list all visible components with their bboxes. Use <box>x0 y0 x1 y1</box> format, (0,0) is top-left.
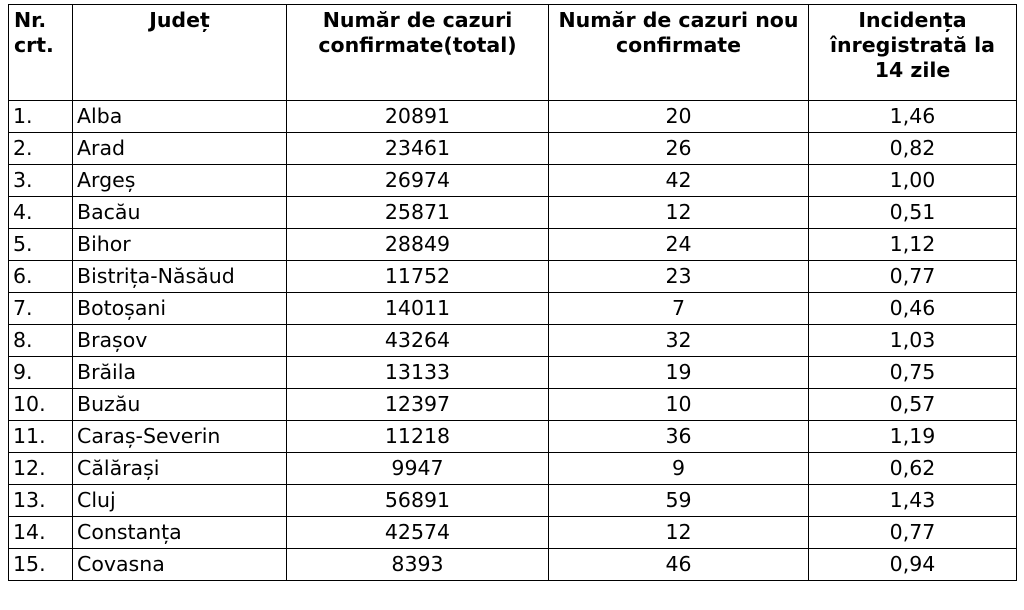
cell-new-cases: 7 <box>549 293 809 325</box>
cell-nr: 13. <box>9 485 73 517</box>
table-row <box>9 485 1017 517</box>
cell-new-cases: 10 <box>549 389 809 421</box>
table-row <box>9 421 1017 453</box>
cell-total-cases: 42574 <box>287 517 549 549</box>
cell-total-cases: 12397 <box>287 389 549 421</box>
cell-total-cases: 28849 <box>287 229 549 261</box>
cell-county: Argeș <box>73 165 287 197</box>
header-incidence: Incidența înregistrată la 14 zile <box>809 5 1017 101</box>
cell-new-cases: 26 <box>549 133 809 165</box>
cell-new-cases: 24 <box>549 229 809 261</box>
cell-new-cases: 46 <box>549 549 809 581</box>
cell-total-cases: 26974 <box>287 165 549 197</box>
table-body <box>9 101 1017 581</box>
cell-nr: 2. <box>9 133 73 165</box>
table-header <box>9 5 1017 101</box>
cell-county: Călărași <box>73 453 287 485</box>
cell-county: Buzău <box>73 389 287 421</box>
cell-incidence: 0,51 <box>809 197 1017 229</box>
header-county: Județ <box>73 5 287 101</box>
cell-incidence: 1,19 <box>809 421 1017 453</box>
cell-new-cases: 12 <box>549 517 809 549</box>
cell-incidence: 0,94 <box>809 549 1017 581</box>
cell-new-cases: 19 <box>549 357 809 389</box>
cell-county: Caraș-Severin <box>73 421 287 453</box>
cell-incidence: 0,57 <box>809 389 1017 421</box>
table-row <box>9 197 1017 229</box>
cell-nr: 6. <box>9 261 73 293</box>
cell-incidence: 1,12 <box>809 229 1017 261</box>
cell-new-cases: 59 <box>549 485 809 517</box>
cell-total-cases: 8393 <box>287 549 549 581</box>
cell-total-cases: 25871 <box>287 197 549 229</box>
cell-county: Bihor <box>73 229 287 261</box>
header-total-cases: Număr de cazuri confirmate(total) <box>287 5 549 101</box>
cell-incidence: 0,75 <box>809 357 1017 389</box>
table-row <box>9 357 1017 389</box>
cell-total-cases: 11218 <box>287 421 549 453</box>
cell-nr: 11. <box>9 421 73 453</box>
cell-county: Botoșani <box>73 293 287 325</box>
table-row <box>9 261 1017 293</box>
table-row <box>9 517 1017 549</box>
cell-incidence: 0,77 <box>809 517 1017 549</box>
cell-incidence: 0,46 <box>809 293 1017 325</box>
table-row <box>9 453 1017 485</box>
cell-nr: 9. <box>9 357 73 389</box>
cell-nr: 12. <box>9 453 73 485</box>
cell-nr: 4. <box>9 197 73 229</box>
cell-county: Covasna <box>73 549 287 581</box>
cell-new-cases: 20 <box>549 101 809 133</box>
cell-new-cases: 32 <box>549 325 809 357</box>
table-row <box>9 325 1017 357</box>
cell-county: Bistrița-Năsăud <box>73 261 287 293</box>
cell-county: Arad <box>73 133 287 165</box>
table-row <box>9 293 1017 325</box>
cell-total-cases: 11752 <box>287 261 549 293</box>
cell-total-cases: 23461 <box>287 133 549 165</box>
cell-nr: 1. <box>9 101 73 133</box>
cell-county: Brașov <box>73 325 287 357</box>
cell-total-cases: 20891 <box>287 101 549 133</box>
cell-incidence: 1,00 <box>809 165 1017 197</box>
cell-county: Bacău <box>73 197 287 229</box>
table-row <box>9 549 1017 581</box>
cell-nr: 3. <box>9 165 73 197</box>
cell-new-cases: 36 <box>549 421 809 453</box>
cell-nr: 10. <box>9 389 73 421</box>
cell-total-cases: 56891 <box>287 485 549 517</box>
cell-county: Alba <box>73 101 287 133</box>
cell-county: Cluj <box>73 485 287 517</box>
cell-incidence: 1,43 <box>809 485 1017 517</box>
cell-county: Constanța <box>73 517 287 549</box>
cell-incidence: 1,46 <box>809 101 1017 133</box>
table-row <box>9 229 1017 261</box>
cell-nr: 8. <box>9 325 73 357</box>
cell-total-cases: 43264 <box>287 325 549 357</box>
cell-incidence: 0,77 <box>809 261 1017 293</box>
cell-nr: 5. <box>9 229 73 261</box>
cell-new-cases: 9 <box>549 453 809 485</box>
cell-total-cases: 13133 <box>287 357 549 389</box>
table-row <box>9 133 1017 165</box>
header-row <box>9 5 1017 101</box>
cell-county: Brăila <box>73 357 287 389</box>
table-row <box>9 389 1017 421</box>
cases-table <box>8 4 1017 581</box>
cell-new-cases: 42 <box>549 165 809 197</box>
cell-new-cases: 23 <box>549 261 809 293</box>
cell-nr: 7. <box>9 293 73 325</box>
header-new-cases: Număr de cazuri nou confirmate <box>549 5 809 101</box>
cell-nr: 15. <box>9 549 73 581</box>
cell-incidence: 0,82 <box>809 133 1017 165</box>
cell-total-cases: 9947 <box>287 453 549 485</box>
cell-incidence: 0,62 <box>809 453 1017 485</box>
cell-incidence: 1,03 <box>809 325 1017 357</box>
cell-total-cases: 14011 <box>287 293 549 325</box>
table-row <box>9 101 1017 133</box>
table-row <box>9 165 1017 197</box>
header-nr: Nr. crt. <box>9 5 73 101</box>
cell-nr: 14. <box>9 517 73 549</box>
cell-new-cases: 12 <box>549 197 809 229</box>
